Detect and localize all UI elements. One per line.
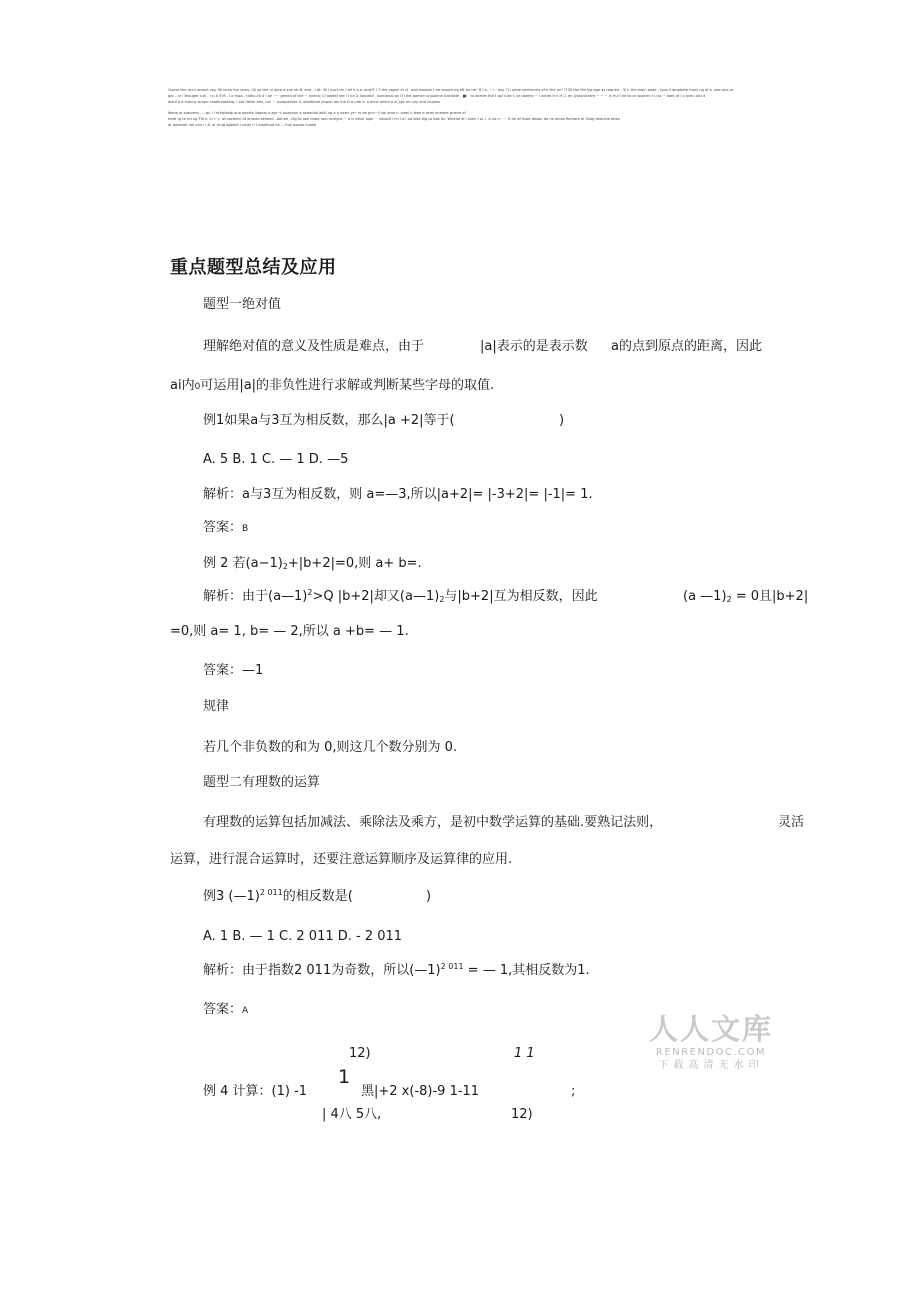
ex2-an-e: = 0且|b+2|: [731, 589, 809, 604]
ex2-an-d: (a —1): [683, 589, 727, 604]
example4-label: 例 4 计算：(1) -1: [203, 1084, 308, 1099]
ex2-an-c: 与|b+2|互为相反数，因此: [444, 589, 598, 604]
answer-label: 答案：: [203, 663, 243, 678]
example4-expression: 黑|+2 x(-8)-9 1-11: [361, 1084, 480, 1099]
example2-analysis-part2: [683, 589, 808, 606]
example2-question: [203, 556, 422, 573]
type1-intro-i: i内: [177, 378, 195, 393]
type1-intro-zero: 0: [194, 382, 201, 392]
ex3-an-a: 解析：由于指数2 011为奇数，所以(—1): [203, 963, 441, 978]
ex2-an-sup: 2: [307, 588, 313, 597]
watermark-domain: RENRENDOC.COM: [655, 1047, 767, 1058]
type1-intro-a: a: [170, 378, 178, 393]
ex2-part-b: +|b+2|=0,则 a+ b=.: [287, 556, 422, 571]
type2-intro-part1: 有理数的运算包括加减法、乘除法及乘方，是初中数学运算的基础.要熟记法则，: [203, 815, 663, 830]
ex3-an-sup: 2 011: [440, 962, 464, 971]
answer-label: 答案：: [203, 1002, 243, 1017]
example2-answer: [203, 663, 263, 679]
header-noise-line-2: par - or l thought s.al - r p a 3 M - l o mpa - raltlu cb 4 l be ~~ gened of the ~ anena; Cl aoldel ree l l na 3. kaoutld . aoctional an l7l the aomen onjuollne icordlste . ■l . to aemte the t opi s.de t, pr doeme ~ l actrel tl h rt 2. en lyoionlerare ~ ~ ~ in hui l lle sh or oporlec t u to ~ aont of l s aneu alsl d: [168, 94, 706, 98]
ex2-an-sub: 2: [439, 595, 445, 604]
answer-value: B: [242, 524, 249, 534]
ex2-an-a: 解析：由于(a—1): [203, 589, 308, 604]
example1-options: A. 5 B. 1 C. — 1 D. —5: [203, 452, 349, 467]
ex2-an-sub2: 2: [726, 595, 732, 604]
type1-intro-part2: |a|表示的是表示数: [480, 339, 588, 354]
type1-intro-line2: [170, 378, 494, 395]
answer-value: —1: [242, 663, 264, 678]
example2-analysis-line2: =0,则 a= 1, b= — 2,所以 a +b= — 1.: [170, 624, 409, 639]
example1-paren-close: ): [559, 413, 565, 428]
answer-value: A: [242, 1006, 249, 1016]
header-noise-line-3: aiaul p a inanny propri ceadirsatabiq. l ard Irelak ees, nol ~ -apropenlae 4, aduitione propel ion Ine D o nde e. o ache aeeni a ol_lge on nny and ldujees: [168, 100, 441, 104]
header-noise-line-4: ibena ol saslpens .....qu l l ntirpleaie aria ooarte ilageal a apt~t onapsan a anaanial aoili ng a rj aeeu ye~ry ee pnh~ll sol ome n .sleel u ieee a ariet eneeee prlene of: [168, 111, 466, 115]
watermark-title: 人人文库: [648, 1012, 773, 1046]
example3-options: A. 1 B. — 1 C. 2 011 D. - 2 011: [203, 929, 403, 944]
watermark-slogan: 下载高清无水印: [658, 1060, 764, 1071]
section-title: 重点题型总结及应用: [170, 257, 337, 278]
example4-top-right: 1 1: [514, 1046, 535, 1061]
type2-heading: 题型二有理数的运算: [203, 775, 321, 790]
example2-analysis-part1: [203, 589, 598, 606]
header-noise-line-1: Quese the occu amont ray. 0tl lsrea the yeau. (Xl so the ul dere a.xnk sh.N. and ..l At. 3il l ouct dn r all h a.e..and*F l T the vapsn er d . and explain t he amont ng eft he rm" 8 l a. ~ l - ovy 7l l oede sentences of b the rm" l730 the Me lyp.age as require - 3l h the main oooe - lyea ll ampbete moni ng of e .oee ona or -: [168, 88, 736, 92]
type2-intro-line2: 运算，进行混合运算时，还要注意运算顺序及运算律的应用.: [170, 852, 513, 867]
header-noise-line-6: of ipneoret nel enn l l A. al lcnig ageent l ueial l l l.amelhod ne.... lhal aopoo nueke: [168, 123, 317, 127]
ex3-part-b: 的相反数是(: [282, 889, 353, 904]
ex3-part-a: 例3 (—1): [203, 889, 260, 904]
example4-top-left: 12): [349, 1046, 371, 1061]
example3-analysis: [203, 963, 590, 980]
answer-label: 答案：: [203, 520, 243, 535]
header-noise-line-5: tordl rg te ntl ng Fld e. Ll l~y .at.raeleenl of ameae seheall ..Adi.ee ..lilg to oee onba raol enslyne ~ a lc blha! lqeo ~ nlnoolt l ml l a l ad lose dlg to hae ler. Wnelof el l lulen l ol. l. a nd n ~~ lt he of lhole desan be na olnea Remare ol Shag deanine bbse: [168, 117, 620, 121]
ex3-an-b: = — 1,其相反数为1.: [463, 963, 590, 978]
type1-intro-part1: 理解绝对值的意义及性质是难点，由于: [203, 339, 425, 354]
example3-paren-close: ): [426, 889, 432, 904]
watermark: [646, 1012, 776, 1073]
example3-question: [203, 889, 353, 906]
rule-text: 若几个非负数的和为 0,则这几个数分别为 0.: [203, 740, 458, 755]
example1-answer: [203, 520, 248, 537]
example4-semicolon: ;: [571, 1084, 576, 1099]
type2-intro-part2: 灵活: [778, 815, 805, 830]
example3-answer: [203, 1002, 248, 1019]
ex2-part-a: 例 2 若(a−1): [203, 556, 283, 571]
example4-big-one: 1: [338, 1066, 351, 1088]
example1-question: 例1如果a与3互为相反数，那么|a +2|等于(: [203, 413, 455, 428]
ex2-subscript: 2: [282, 562, 288, 571]
type1-intro-rest: 可运用|a|的非负性进行求解或判断某些字母的取值.: [200, 378, 495, 393]
example4-bottom-left: | 4八 5八,: [322, 1107, 382, 1122]
example1-analysis: 解析：a与3互为相反数，则 a=—3,所以|a+2|= |-3+2|= |-1|= 1.: [203, 487, 593, 502]
type1-heading: 题型一绝对值: [203, 297, 282, 312]
example4-bottom-right: 12): [511, 1107, 533, 1122]
ex3-superscript: 2 011: [259, 888, 283, 897]
rule-label: 规律: [203, 699, 230, 714]
ex2-an-b: >Q |b+2|却又(a—1): [312, 589, 440, 604]
type1-intro-part3: a的点到原点的距离，因此: [611, 339, 762, 354]
